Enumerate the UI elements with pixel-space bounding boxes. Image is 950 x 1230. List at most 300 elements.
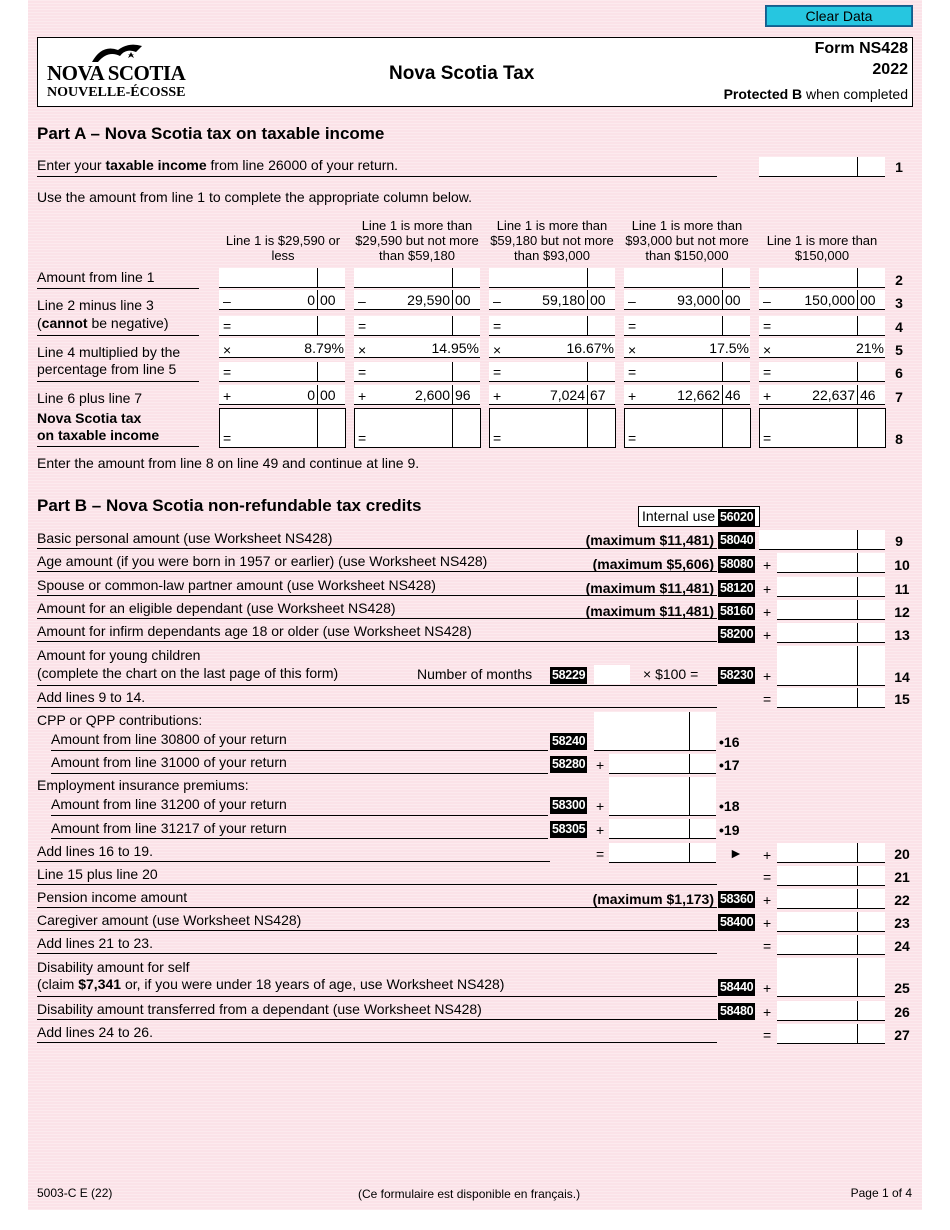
line-number-3: 3: [895, 295, 903, 311]
col3-line4-input[interactable]: [489, 316, 615, 336]
line27-label: Add lines 24 to 26.: [37, 1024, 153, 1040]
line18-plus: +: [596, 798, 605, 814]
french-notice: (Ce formulaire est disponible en français.): [358, 1187, 581, 1201]
part-a-footer-note: Enter the amount from line 8 on line 49 and continue at line 9.: [37, 455, 420, 471]
line15-divider: [857, 688, 858, 708]
line25-label-1: Disability amount for self: [37, 959, 190, 975]
line15-label: Add lines 9 to 14.: [37, 689, 146, 705]
line20-subtotal-input[interactable]: [609, 843, 716, 863]
col4-line7-amount: 12,662: [677, 387, 720, 403]
logo-line2: NOUVELLE-ÉCOSSE: [47, 85, 186, 100]
row-rule-3: [37, 335, 199, 336]
line22-plus: +: [763, 892, 772, 908]
line25-label-2: [37, 976, 504, 992]
col2-line3-cents: 00: [455, 292, 471, 308]
line26-plus: +: [763, 1004, 772, 1020]
line-number-9: 9: [895, 533, 903, 549]
row-label-5a: Line 4 multiplied by the: [37, 344, 181, 360]
row-label-3b: [37, 315, 169, 331]
line-number-23: 23: [894, 915, 910, 931]
line22-max: (maximum $1,173): [592, 891, 714, 907]
col4-equals-8: =: [628, 430, 637, 446]
col4-line3-amount: 93,000: [677, 292, 720, 308]
line11-max: (maximum $11,481): [585, 580, 714, 596]
line13-plus: +: [763, 627, 772, 643]
page-title: Nova Scotia Tax: [389, 63, 535, 84]
col2-line3-amount: 29,590: [407, 292, 450, 308]
line15-input[interactable]: [777, 688, 885, 708]
logo-line1: NOVA SCOTIA: [47, 61, 186, 85]
column-header-1: Line 1 is $29,590 or less: [225, 233, 341, 263]
line9-input[interactable]: [759, 530, 885, 550]
line13-leader: [37, 641, 717, 642]
col3-line2-input[interactable]: [489, 268, 615, 288]
col3-line3-divider: [587, 290, 588, 310]
col3-minus: –: [493, 293, 501, 309]
col5-line4-input[interactable]: [759, 316, 885, 336]
row-rule-5: [37, 381, 199, 382]
col2-line6-divider: [452, 362, 453, 382]
line14-input[interactable]: [777, 646, 885, 686]
line22-divider: [857, 889, 858, 909]
line17-leader: [51, 773, 548, 774]
line1-text-post: from line 26000 of your return.: [206, 157, 399, 173]
col5-line7-amount: 22,637: [812, 387, 855, 403]
line-number-24: 24: [894, 938, 910, 954]
col3-line3-cents: 00: [590, 292, 606, 308]
part-b-title: Part B – Nova Scotia non-refundable tax credits: [37, 496, 422, 515]
line25-text-or: or: [121, 976, 137, 992]
line12-max: (maximum $11,481): [585, 603, 714, 619]
line20-label: Add lines 16 to 19.: [37, 843, 153, 859]
line26-code: 58480: [720, 1004, 754, 1018]
line23-input[interactable]: [777, 912, 885, 932]
line10-code: 58080: [720, 557, 754, 571]
line11-input[interactable]: [777, 577, 885, 597]
line10-label: Age amount (if you were born in 1957 or earlier) (use Worksheet NS428): [37, 553, 488, 569]
line16-code: 58240: [552, 734, 586, 748]
part-a-title: Part A – Nova Scotia tax on taxable income: [37, 124, 385, 143]
line25-input[interactable]: [777, 958, 885, 997]
part-a-instruction: Use the amount from line 1 to complete the appropriate column below.: [37, 189, 473, 205]
line14-times: × $100 =: [643, 666, 699, 682]
line14-months-input[interactable]: [594, 665, 630, 684]
col5-equals-8: =: [763, 430, 772, 446]
line25-plus: +: [763, 980, 772, 996]
col2-line2-input[interactable]: [354, 268, 480, 288]
line23-code: 58400: [720, 915, 754, 929]
col1-times: ×: [223, 342, 232, 358]
line23-leader: [37, 930, 717, 931]
col4-equals-4: =: [628, 318, 637, 334]
line-number-13: 13: [894, 627, 910, 643]
form-name: Form NS428: [814, 40, 908, 57]
col1-equals-6: =: [223, 364, 232, 380]
line9-label: Basic personal amount (use Worksheet NS428): [37, 530, 333, 546]
line26-input[interactable]: [777, 1001, 885, 1021]
col4-line4-input[interactable]: [624, 316, 750, 336]
col4-line6-divider: [722, 362, 723, 382]
col1-line6-input[interactable]: [219, 362, 345, 382]
col3-equals-4: =: [493, 318, 502, 334]
col3-equals-8: =: [493, 430, 502, 446]
row-rule-2: [37, 288, 199, 289]
col5-equals-6: =: [763, 364, 772, 380]
col3-line3-amount: 59,180: [542, 292, 585, 308]
line16-leader: [51, 750, 548, 751]
line12-code: 58160: [720, 604, 754, 618]
line15-equals: =: [763, 691, 772, 707]
line-number-2: 2: [895, 272, 903, 288]
col5-minus: –: [763, 293, 771, 309]
line-number-5: 5: [895, 342, 903, 358]
line14-leader: [37, 685, 717, 686]
col3-times: ×: [493, 342, 502, 358]
col3-plus: +: [493, 388, 502, 404]
col5-line8-input[interactable]: [759, 408, 886, 448]
protected-note: when completed: [802, 86, 908, 102]
col4-times: ×: [628, 342, 637, 358]
line17-label: Amount from line 31000 of your return: [51, 754, 287, 770]
line14-label-1: Amount for young children: [37, 647, 201, 663]
line26-label: Disability amount transferred from a dependant (use Worksheet NS428): [37, 1001, 482, 1017]
line13-input[interactable]: [777, 623, 885, 643]
line16-input[interactable]: [594, 712, 716, 751]
row-label-3b-bold: cannot: [41, 315, 88, 331]
line11-divider: [857, 577, 858, 597]
col2-plus: +: [358, 388, 367, 404]
col1-line7-divider: [317, 385, 318, 405]
col2-line7-divider: [452, 385, 453, 405]
line1-input[interactable]: [759, 157, 885, 177]
col2-equals-8: =: [358, 430, 367, 446]
form-code: 5003-C E (22): [37, 1186, 113, 1200]
line17-divider: [689, 754, 690, 774]
line-number-4: 4: [895, 319, 903, 335]
col2-line8-input[interactable]: [354, 408, 481, 448]
form-year: 2022: [872, 61, 908, 78]
col4-line2-input[interactable]: [624, 268, 750, 288]
line19-plus: +: [596, 822, 605, 838]
line9-max: (maximum $11,481): [585, 532, 714, 548]
line-number-21: 21: [894, 869, 910, 885]
line13-label: Amount for infirm dependants age 18 or older (use Worksheet NS428): [37, 623, 472, 639]
column-header-2: Line 1 is more than $29,590 but not more than $59,180: [355, 218, 479, 263]
line-number-1: 1: [895, 159, 903, 175]
line20-input[interactable]: [777, 843, 885, 863]
line16-divider: [689, 712, 690, 751]
line23-plus: +: [763, 915, 772, 931]
line25-divider: [857, 958, 858, 997]
line22-input[interactable]: [777, 889, 885, 909]
col1-line3-amount: 0: [307, 292, 315, 308]
col1-equals-4: =: [223, 318, 232, 334]
col5-line7-cents: 46: [860, 387, 876, 403]
protected-status: [690, 86, 908, 102]
col5-line6-input[interactable]: [759, 362, 885, 382]
line18-divider: [689, 777, 690, 816]
line26-divider: [857, 1001, 858, 1021]
line10-max: (maximum $5,606): [592, 556, 714, 572]
col1-line2-input[interactable]: [219, 268, 345, 288]
col5-line2-divider: [857, 268, 858, 288]
line20-equals: =: [596, 846, 605, 862]
col2-minus: –: [358, 293, 366, 309]
line-number-22: 22: [894, 892, 910, 908]
col4-rate: 17.5%: [709, 340, 749, 356]
row-label-3b-post: be negative): [87, 315, 169, 331]
line10-input[interactable]: [777, 553, 885, 573]
line-number-16: •16: [719, 734, 740, 750]
page-number: Page 1 of 4: [850, 1186, 912, 1200]
line14-months-label: Number of months: [417, 666, 533, 682]
line14-plus: +: [763, 668, 772, 684]
row-label-2: Amount from line 1: [37, 269, 155, 285]
row-label-5b: percentage from line 5: [37, 361, 177, 377]
row-label-7: Line 6 plus line 7: [37, 390, 143, 406]
line25-text-post: , if you were under 18 years of age, use Worksheet NS428): [136, 976, 505, 992]
line-number-19: •19: [719, 822, 740, 838]
line22-leader: [37, 907, 717, 908]
col4-line4-divider: [722, 316, 723, 336]
col2-times: ×: [358, 342, 367, 358]
line-number-8: 8: [895, 431, 903, 447]
col5-line3-cents: 00: [860, 292, 876, 308]
line19-label: Amount from line 31217 of your return: [51, 820, 287, 836]
column-header-3: Line 1 is more than $59,180 but not more than $93,000: [490, 218, 614, 263]
line24-input[interactable]: [777, 935, 885, 955]
col2-line8-divider: [452, 409, 453, 447]
line12-plus: +: [763, 604, 772, 620]
line9-divider: [857, 530, 858, 550]
col1-line6-divider: [317, 362, 318, 382]
col2-rate: 14.95%: [431, 340, 479, 356]
line11-label: Spouse or common-law partner amount (use Worksheet NS428): [37, 577, 436, 593]
line-number-25: 25: [894, 980, 910, 996]
line27-divider: [857, 1024, 858, 1044]
line10-plus: +: [763, 557, 772, 573]
col1-line7-amount: 0: [307, 387, 315, 403]
col3-rate: 16.67%: [566, 340, 614, 356]
internal-use-code: 56020: [720, 510, 754, 524]
line15-leader: [37, 707, 717, 708]
col1-line8-input[interactable]: [219, 408, 346, 448]
line13-code: 58200: [720, 627, 754, 641]
col1-minus: –: [223, 293, 231, 309]
line1-cents-divider: [857, 157, 858, 177]
line-number-18: •18: [719, 798, 740, 814]
col2-line6-input[interactable]: [354, 362, 480, 382]
line18-label: Amount from line 31200 of your return: [51, 796, 287, 812]
line12-input[interactable]: [777, 600, 885, 620]
line17-input[interactable]: [609, 754, 716, 774]
line12-label: Amount for an eligible dependant (use Worksheet NS428): [37, 600, 396, 616]
line-number-7: 7: [895, 389, 903, 405]
line18-leader: [51, 815, 548, 816]
col3-line6-input[interactable]: [489, 362, 615, 382]
col1-equals-8: =: [223, 430, 232, 446]
line24-label: Add lines 21 to 23.: [37, 935, 153, 951]
line24-leader: [37, 953, 717, 954]
row-rule-8: [37, 446, 199, 447]
col1-rate: 8.79%: [304, 340, 344, 356]
line24-divider: [857, 935, 858, 955]
line21-equals: =: [763, 869, 772, 885]
line-number-20: 20: [894, 846, 910, 862]
line21-divider: [857, 866, 858, 886]
line17-plus: +: [596, 757, 605, 773]
line-number-17: •17: [719, 757, 740, 773]
line-number-14: 14: [894, 669, 910, 685]
line-number-12: 12: [894, 604, 910, 620]
col5-line3-amount: 150,000: [804, 292, 855, 308]
line11-plus: +: [763, 581, 772, 597]
line19-divider: [689, 819, 690, 839]
line21-leader: [37, 884, 717, 885]
col5-rate: 21%: [855, 340, 884, 356]
col1-line3-divider: [317, 290, 318, 310]
col1-line8-divider: [317, 409, 318, 447]
line14-label-2: (complete the chart on the last page of this form): [37, 665, 339, 681]
line-number-26: 26: [894, 1004, 910, 1020]
col4-plus: +: [628, 388, 637, 404]
col2-equals-6: =: [358, 364, 367, 380]
line18-input[interactable]: [609, 777, 716, 816]
line27-leader: [37, 1042, 717, 1043]
col1-line4-input[interactable]: [219, 316, 345, 336]
line20-divider: [857, 843, 858, 863]
col1-plus: +: [223, 388, 232, 404]
row-label-8a: Nova Scotia tax: [37, 410, 142, 426]
line25-text-amount: $7,341: [78, 976, 122, 992]
line25-code: 58440: [720, 980, 754, 994]
line21-input[interactable]: [777, 866, 885, 886]
row-label-3b-pre: (: [37, 315, 42, 331]
line1-text-bold: taxable income: [105, 157, 207, 173]
line9-code: 58040: [720, 533, 754, 547]
col3-line7-amount: 7,024: [549, 387, 585, 403]
col1-line2-divider: [317, 268, 318, 288]
col3-line8-input[interactable]: [489, 408, 616, 448]
line19-input[interactable]: [609, 819, 716, 839]
line14-code: 58230: [720, 668, 754, 682]
col5-equals-4: =: [763, 318, 772, 334]
line20-leader: [37, 861, 550, 862]
col2-line2-divider: [452, 268, 453, 288]
line27-equals: =: [763, 1027, 772, 1043]
col1-line7-cents: 00: [320, 387, 336, 403]
arrow-right-icon: ►: [729, 845, 743, 861]
line14-divider: [857, 646, 858, 686]
col5-line7-divider: [857, 385, 858, 405]
col2-line3-divider: [452, 290, 453, 310]
line-number-6: 6: [895, 365, 903, 381]
col4-line8-input[interactable]: [624, 408, 751, 448]
line21-label: Line 15 plus line 20: [37, 866, 158, 882]
col4-line2-divider: [722, 268, 723, 288]
line23-label: Caregiver amount (use Worksheet NS428): [37, 912, 302, 928]
line20-subtotal-divider: [689, 843, 690, 863]
column-header-5: Line 1 is more than $150,000: [766, 233, 878, 263]
line26-leader: [37, 1019, 717, 1020]
line11-code: 58120: [720, 581, 754, 595]
col3-line8-divider: [587, 409, 588, 447]
line19-code: 58305: [552, 822, 586, 836]
col2-line7-amount: 2,600: [414, 387, 450, 403]
line9-leader: [37, 548, 717, 549]
col4-line3-cents: 00: [725, 292, 741, 308]
line14-months-code: 58229: [552, 668, 586, 682]
line25-leader: [37, 996, 717, 997]
line24-equals: =: [763, 938, 772, 954]
col4-equals-6: =: [628, 364, 637, 380]
line-number-15: 15: [894, 691, 910, 707]
col2-line7-cents: 96: [455, 387, 471, 403]
col3-line2-divider: [587, 268, 588, 288]
line17-code: 58280: [552, 757, 586, 771]
line-number-10: 10: [894, 557, 910, 573]
cpp-heading: CPP or QPP contributions:: [37, 712, 203, 728]
col4-line3-divider: [722, 290, 723, 310]
col5-line2-input[interactable]: [759, 268, 885, 288]
line20-plus: +: [763, 847, 772, 863]
col3-line7-cents: 67: [590, 387, 606, 403]
line27-input[interactable]: [777, 1024, 885, 1044]
col5-line4-divider: [857, 316, 858, 336]
col1-line4-divider: [317, 316, 318, 336]
col3-line4-divider: [587, 316, 588, 336]
col1-line3-cents: 00: [320, 292, 336, 308]
line12-divider: [857, 600, 858, 620]
col4-line8-divider: [722, 409, 723, 447]
internal-use-label: Internal use: [642, 508, 716, 524]
protected-label: Protected B: [723, 86, 803, 102]
col2-line4-input[interactable]: [354, 316, 480, 336]
line25-text-pre: (claim: [37, 976, 79, 992]
line1-leader: [37, 176, 717, 177]
row-label-3a: Line 2 minus line 3: [37, 297, 154, 313]
line-number-11: 11: [894, 581, 910, 597]
col4-line7-divider: [722, 385, 723, 405]
col2-equals-4: =: [358, 318, 367, 334]
line13-divider: [857, 623, 858, 643]
line22-label: Pension income amount: [37, 889, 188, 905]
line-number-27: 27: [894, 1027, 910, 1043]
line1-text-pre: Enter your: [37, 157, 106, 173]
row-label-8b: on taxable income: [37, 427, 160, 443]
col4-line7-cents: 46: [725, 387, 741, 403]
col4-line6-input[interactable]: [624, 362, 750, 382]
ei-heading: Employment insurance premiums:: [37, 777, 249, 793]
line19-leader: [51, 838, 548, 839]
col2-line4-divider: [452, 316, 453, 336]
line1-label: [37, 157, 398, 173]
line16-label: Amount from line 30800 of your return: [51, 731, 287, 747]
col5-plus: +: [763, 388, 772, 404]
line23-divider: [857, 912, 858, 932]
col5-times: ×: [763, 342, 772, 358]
col3-equals-6: =: [493, 364, 502, 380]
line18-code: 58300: [552, 798, 586, 812]
col4-minus: –: [628, 293, 636, 309]
clear-data-button[interactable]: Clear Data: [765, 5, 913, 27]
col5-line3-divider: [857, 290, 858, 310]
column-header-4: Line 1 is more than $93,000 but not more than $150,000: [625, 218, 749, 263]
col3-line7-divider: [587, 385, 588, 405]
col5-line6-divider: [857, 362, 858, 382]
col3-line6-divider: [587, 362, 588, 382]
line22-code: 58360: [720, 892, 754, 906]
